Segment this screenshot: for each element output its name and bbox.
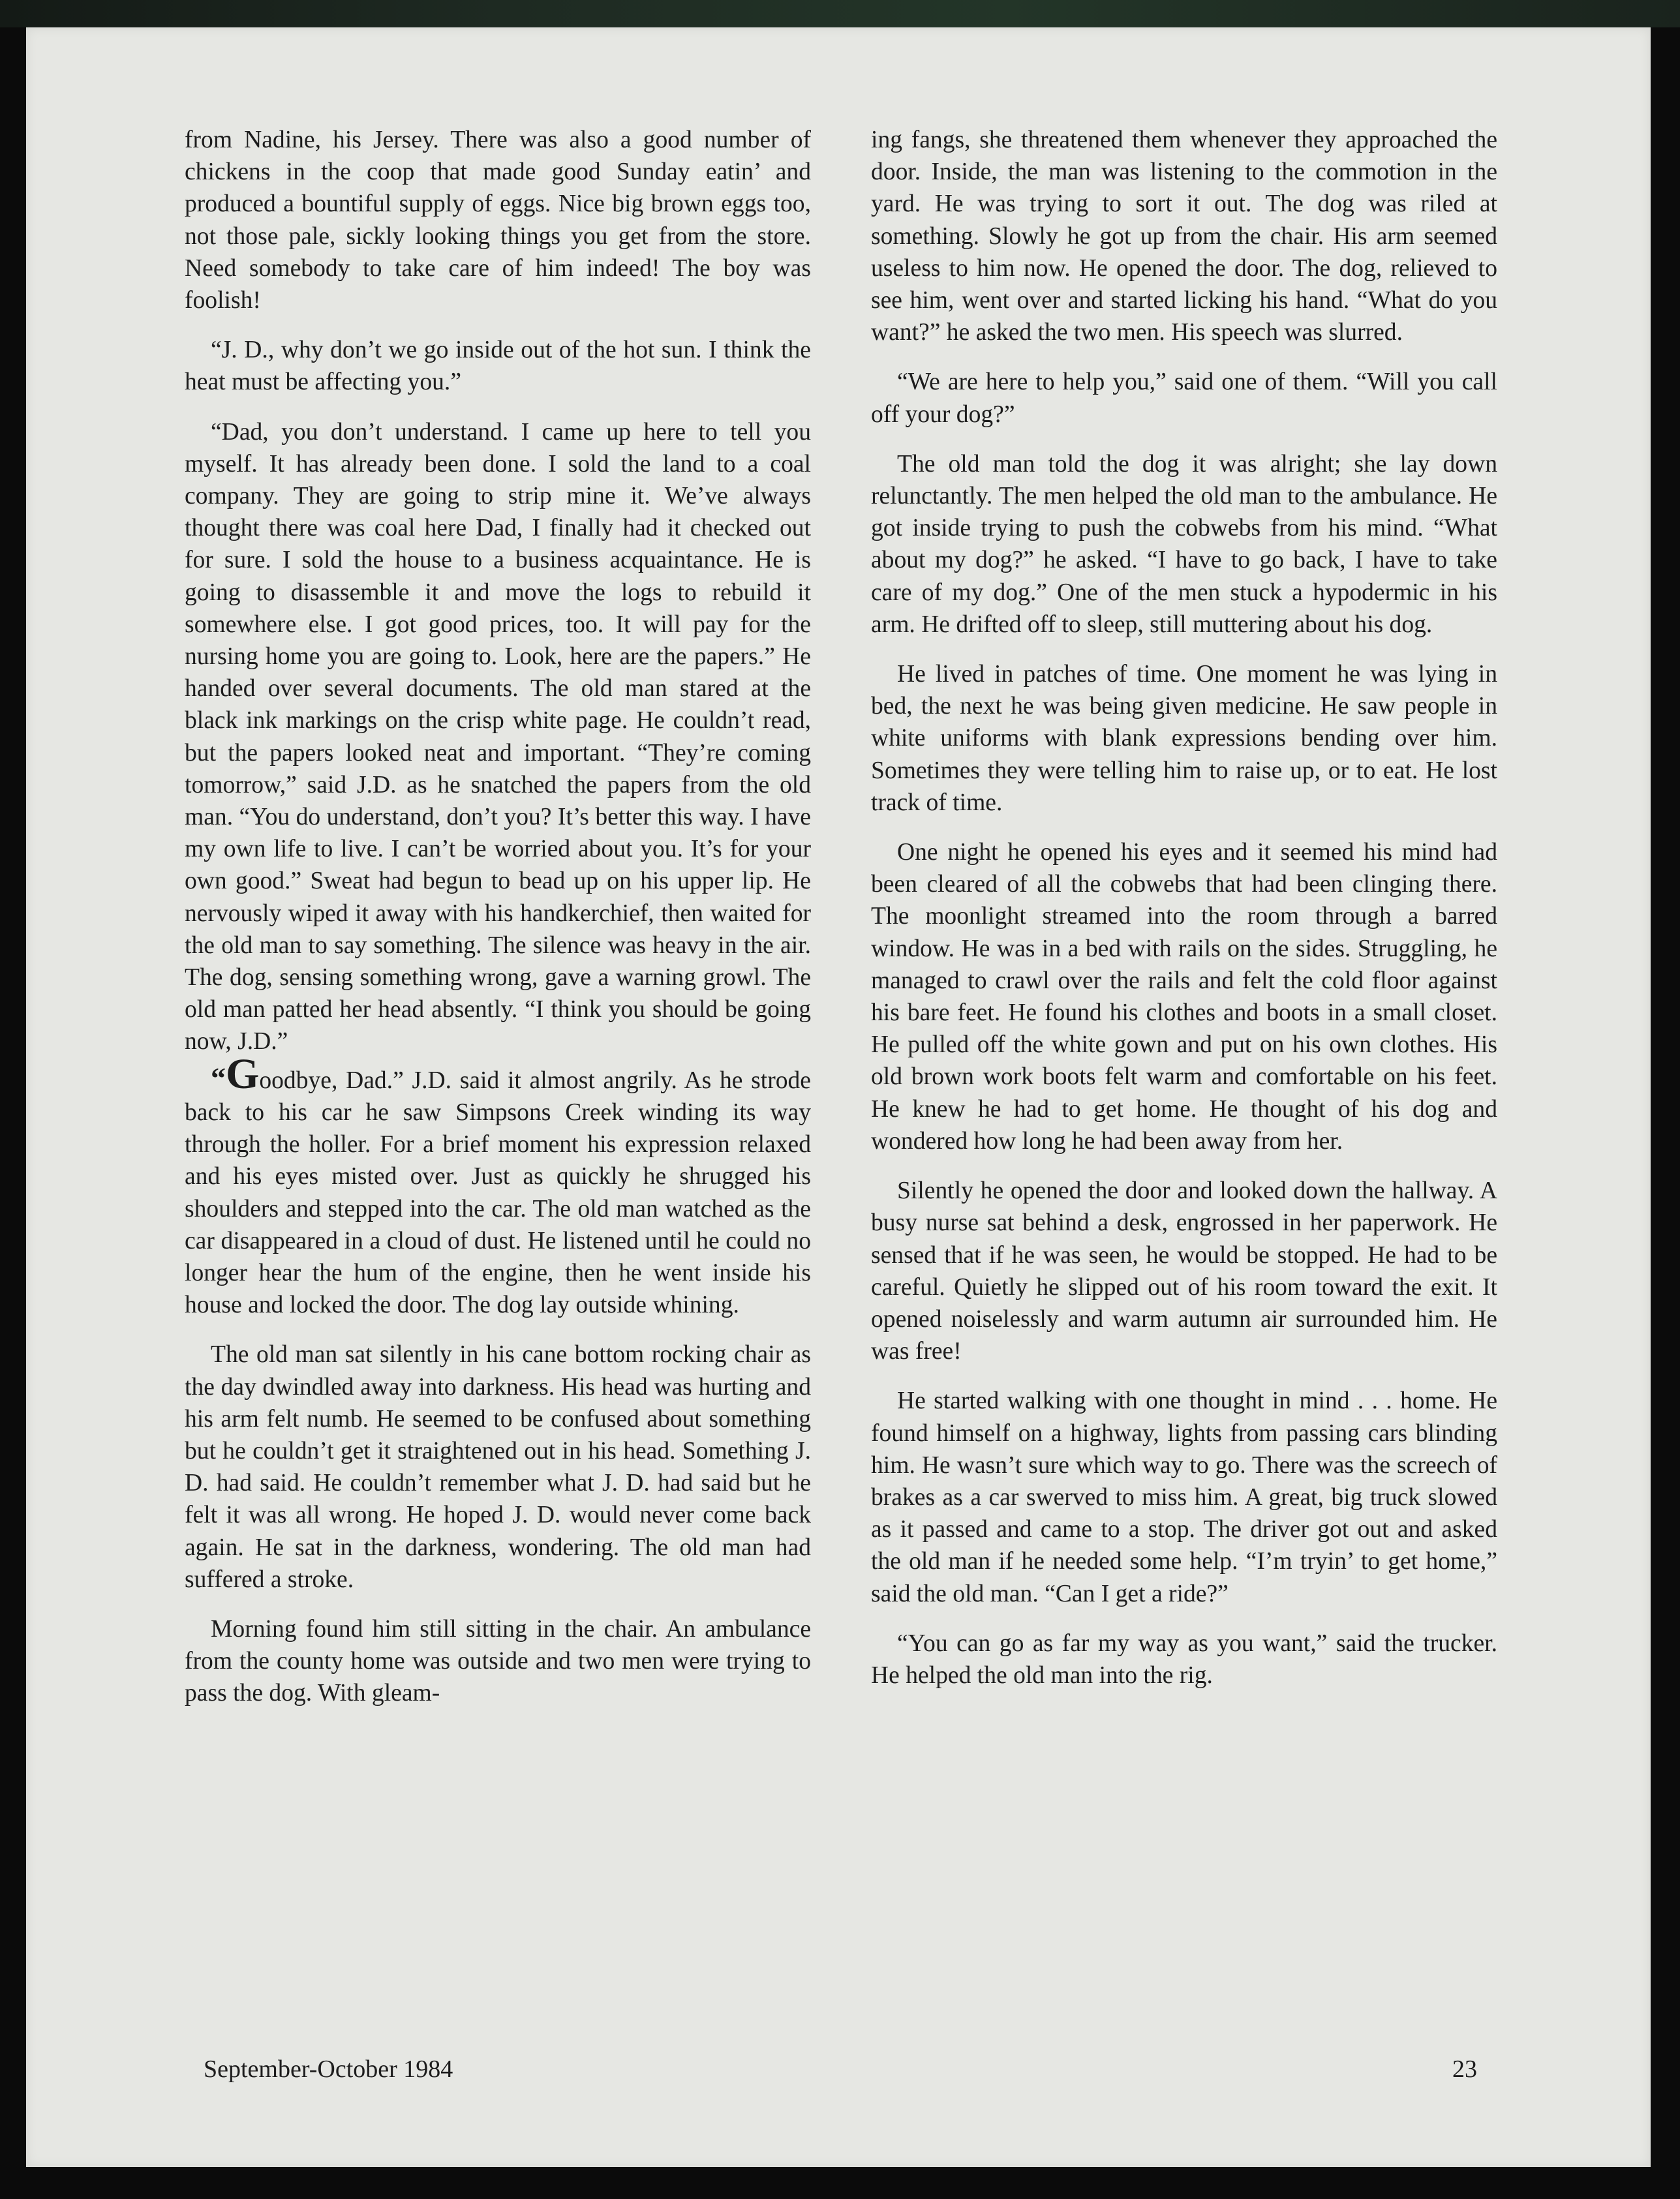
paragraph: from Nadine, his Jersey. There was also a good number of chickens in the coop that made good Sunday eatin’ and produced a bountiful supply of eggs. Nice big brown eggs too, not those pale, sickly looking things you get from the store. Need somebody to take care of him indeed! The boy was foolish! [185, 127, 811, 314]
paragraph: “J. D., why don’t we go inside out of the hot sun. I think the heat must be affecting you.” [185, 337, 811, 396]
paragraph-drop-cap [185, 1050, 811, 1322]
footer-issue-date: September-October 1984 [204, 2055, 453, 2083]
paragraph: Morning found him still sitting in the chair. An ambulance from the county home was outside and two men were trying to pass the dog. With gleam- [185, 1615, 811, 1707]
paragraph: He lived in patches of time. One moment he was lying in bed, the next he was being given medicine. He saw people in white uniforms with blank expressions bending over him. Sometimes they were telling him to raise up, or to eat. He lost track of time. [871, 661, 1497, 816]
paragraph: The old man sat silently in his cane bottom rocking chair as the day dwindled away into darkness. His head was hurting and his arm felt numb. He seemed to be confused about something but he couldn’t get it straightened out in his head. Something J. D. had said. He couldn’t remember what J. D. had said but he felt it was all wrong. He hoped J. D. would never come back again. He sat in the darkness, wondering. The old man had suffered a stroke. [185, 1341, 811, 1593]
paragraph: ing fangs, she threatened them whenever they approached the door. Inside, the man was listening to the commotion in the yard. He was trying to sort it out. The dog was riled at something. Slowly he got up from the chair. His arm seemed useless to him now. He opened the door. The dog, relieved to see him, went over and started licking his hand. “What do you want?” he asked the two men. His speech was slurred. [871, 127, 1497, 346]
paragraph: Silently he opened the door and looked down the hallway. A busy nurse sat behind a desk, engrossed in her paperwork. He sensed that if he was seen, he would be stopped. He had to be careful. Quietly he slipped out of his room toward the exit. It opened noiselessly and warm autumn air surrounded him. He was free! [871, 1177, 1497, 1365]
paragraph: “We are here to help you,” said one of them. “Will you call off your dog?” [871, 369, 1497, 428]
paragraph: He started walking with one thought in mind . . . home. He found himself on a highway, lights from passing cars blinding him. He wasn’t sure which way to go. There was the screech of brakes as a car swerved to miss him. A great, big truck slowed as it passed and came to a stop. The driver got out and asked the old man if he needed some help. “I’m tryin’ to get home,” said the old man. “Can I get a ride?” [871, 1388, 1497, 1607]
left-column [185, 124, 811, 1727]
paragraph-text: oodbye, Dad.” J.D. said it almost angrily. As he strode back to his car he saw Simpsons Creek winding its way through the holler. For a brief moment his expression relaxed and his eyes misted over. Just as quickly he shrugged his shoulders and stepped into the car. The old man watched as the car disappeared in a cloud of dust. He listened until he could no longer hear the hum of the engine, then he went inside his house and locked the door. The dog lay outside whining. [185, 1067, 811, 1319]
scan-top-edge [0, 0, 1680, 27]
paragraph: “You can go as far my way as you want,” said the trucker. He helped the old man into the rig. [871, 1630, 1497, 1689]
right-column [871, 124, 1497, 1709]
footer-page-number: 23 [1452, 2055, 1477, 2083]
drop-quote-mark: “ [211, 1061, 226, 1095]
paragraph: The old man told the dog it was alright; she lay down relunctantly. The men helped the old man to the ambulance. He got inside trying to push the cobwebs from his mind. “What about my dog?” he asked. “I have to go back, I have to take care of my dog.” One of the men stuck a hypodermic in his arm. He drifted off to sleep, still muttering about his dog. [871, 450, 1497, 638]
paragraph: One night he opened his eyes and it seemed his mind had been cleared of all the cobwebs that had been clinging there. The moonlight streamed into the room through a barred window. He was in a bed with rails on the sides. Struggling, he managed to crawl over the rails and felt the cold floor against his bare feet. He found his clothes and boots in a small closet. He pulled off the white gown and put on his own clothes. His old brown work boots felt warm and comfortable on his feet. He knew he had to get home. He thought of his dog and wondered how long he had been away from her. [871, 839, 1497, 1155]
paragraph: “Dad, you don’t understand. I came up here to tell you myself. It has already been done. I sold the land to a coal company. They are going to strip mine it. We’ve always thought there was coal here Dad, I finally had it checked out for sure. I sold the house to a business acquaintance. He is going to disassemble it and move the logs to rebuild it somewhere else. I got good prices, too. It will pay for the nursing home you are going to. Look, here are the papers.” He handed over several documents. The old man stared at the black ink markings on the crisp white page. He couldn’t read, but the papers looked neat and important. “They’re coming tomorrow,” said J.D. as he snatched the papers from the old man. “You do understand, don’t you? It’s better this way. I have my own life to live. I can’t be worried about you. It’s for your own good.” Sweat had begun to bead up on his upper lip. He nervously wiped it away with his handkerchief, then waited for the old man to say something. The silence was heavy in the air. The dog, sensing something wrong, gave a warning growl. The old man patted her head absently. “I think you should be going now, J.D.” [185, 418, 811, 1055]
drop-cap-letter: G [226, 1050, 260, 1098]
